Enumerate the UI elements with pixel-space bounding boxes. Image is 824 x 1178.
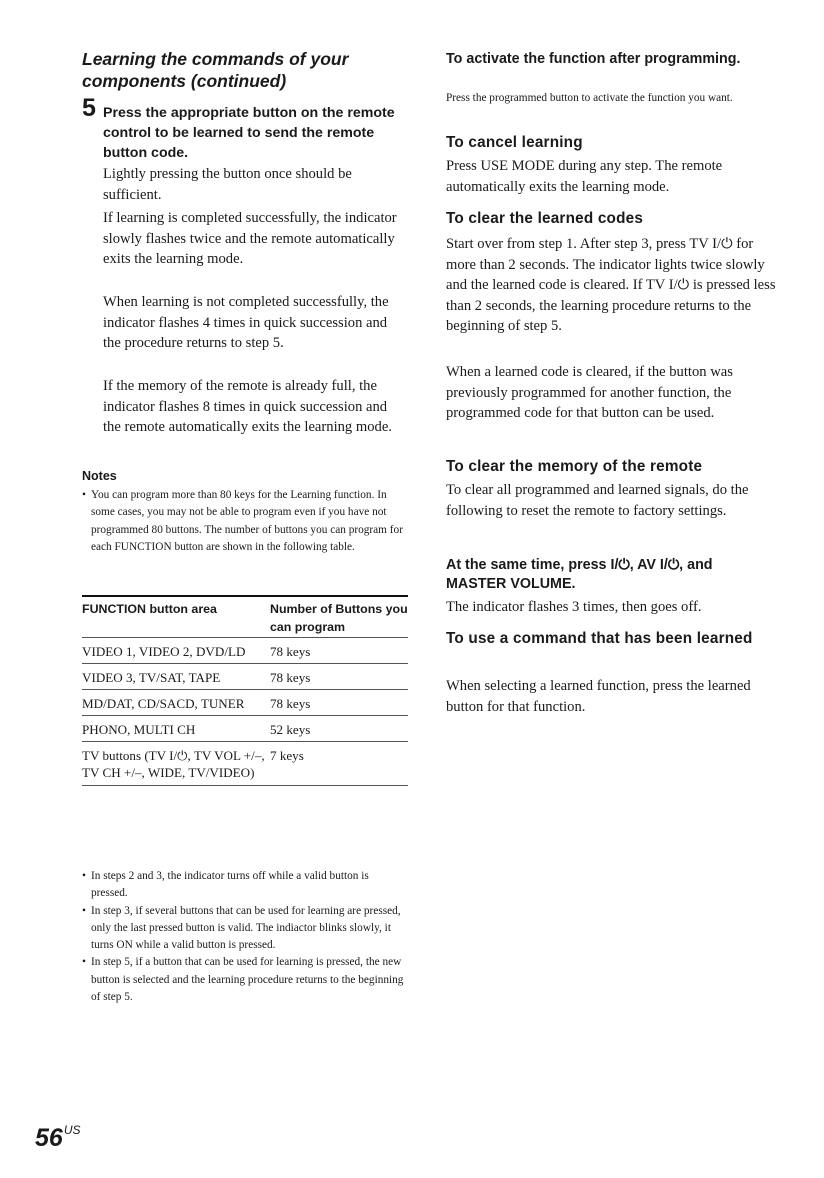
- table-cell: 52 keys: [270, 716, 408, 742]
- section-title: Learning the commands of your components (continued): [82, 49, 349, 91]
- same-time-heading: At the same time, press I/⏻, AV I/⏻, and MASTER VOLUME.: [446, 557, 713, 592]
- notes-heading: Notes: [82, 469, 117, 483]
- note-item: • You can program more than 80 keys for the Learning function. In some cases, you may not be able to program even if you have not programmed 80 buttons. The number of buttons you can program for each FUNCTION button are shown in the following table.: [82, 487, 404, 556]
- step-paragraph: If learning is completed successfully, the indicator slowly flashes twice and the remote automatically exits the learning mode.: [103, 210, 397, 267]
- step-number: 5: [82, 94, 96, 122]
- step-paragraph: If the memory of the remote is already full, the indicator flashes 8 times in quick succession and the remote automatically exits the learning mode.: [103, 378, 392, 435]
- clear-memory-text: To clear all programmed and learned signals, do the following to reset the remote to factory settings.: [446, 482, 749, 519]
- notes-list-after-table: [82, 868, 404, 1006]
- page-number: [35, 1116, 80, 1152]
- table-row: [82, 638, 408, 664]
- clear-codes-text-2: When a learned code is cleared, if the button was previously programmed for another function, the programmed code for that button can be used.: [446, 364, 733, 421]
- table-header-row: [82, 596, 408, 638]
- step-paragraph: When learning is not completed successfully, the indicator flashes 4 times in quick succession and the procedure returns to step 5.: [103, 294, 389, 351]
- table-cell: 78 keys: [270, 638, 408, 664]
- table-row: [82, 716, 408, 742]
- same-time-text: The indicator flashes 3 times, then goes off.: [446, 599, 702, 615]
- page-region-suffix: US: [63, 1123, 81, 1137]
- table-cell: 78 keys: [270, 664, 408, 690]
- page-number-value: 56: [35, 1124, 63, 1152]
- table-cell: 7 keys: [270, 742, 408, 786]
- table-cell: TV buttons (TV I/⏻, TV VOL +/–, TV CH +/–, WIDE, TV/VIDEO): [82, 742, 270, 786]
- function-buttons-table: [82, 595, 408, 786]
- table-row: [82, 664, 408, 690]
- note-item: • In step 3, if several buttons that can be used for learning are pressed, only the last pressed button is valid. The indiactor blinks slowly, it turns ON while a valid button is pressed.: [82, 903, 404, 955]
- note-item: • In step 5, if a button that can be used for learning is pressed, the new button is selected and the learning procedure returns to the beginning of step 5.: [82, 954, 404, 1006]
- table-row: [82, 742, 408, 786]
- table-header: FUNCTION button area: [82, 596, 270, 638]
- table-cell: PHONO, MULTI CH: [82, 716, 270, 742]
- cancel-heading: To cancel learning: [446, 134, 583, 151]
- clear-memory-heading: To clear the memory of the remote: [446, 458, 703, 475]
- use-command-heading: To use a command that has been learned: [446, 630, 753, 647]
- note-item: • In steps 2 and 3, the indicator turns off while a valid button is pressed.: [82, 868, 404, 903]
- clear-codes-heading: To clear the learned codes: [446, 210, 644, 227]
- notes-list: [82, 487, 404, 556]
- activate-heading: To activate the function after programming.: [446, 51, 741, 67]
- clear-codes-text: Start over from step 1. After step 3, press TV I/⏻ for more than 2 seconds. The indicator lights twice slowly and the learned code is cleared. If TV I/⏻ is pressed less than 2 seconds, the learning procedure returns to the beginning of step 5.: [446, 236, 776, 334]
- activate-text: Press the programmed button to activate the function you want.: [446, 92, 733, 104]
- table-row: [82, 690, 408, 716]
- table-header: Number of Buttons you can program: [270, 596, 408, 638]
- table-cell: VIDEO 1, VIDEO 2, DVD/LD: [82, 638, 270, 664]
- step-title: Press the appropriate button on the remote control to be learned to send the remote button code.: [103, 105, 395, 161]
- table-cell: VIDEO 3, TV/SAT, TAPE: [82, 664, 270, 690]
- cancel-text: Press USE MODE during any step. The remote automatically exits the learning mode.: [446, 158, 723, 195]
- table-cell: 78 keys: [270, 690, 408, 716]
- use-command-text: When selecting a learned function, press the learned button for that function.: [446, 678, 751, 715]
- table-cell: MD/DAT, CD/SACD, TUNER: [82, 690, 270, 716]
- step-paragraph: Lightly pressing the button once should be sufficient.: [103, 166, 352, 203]
